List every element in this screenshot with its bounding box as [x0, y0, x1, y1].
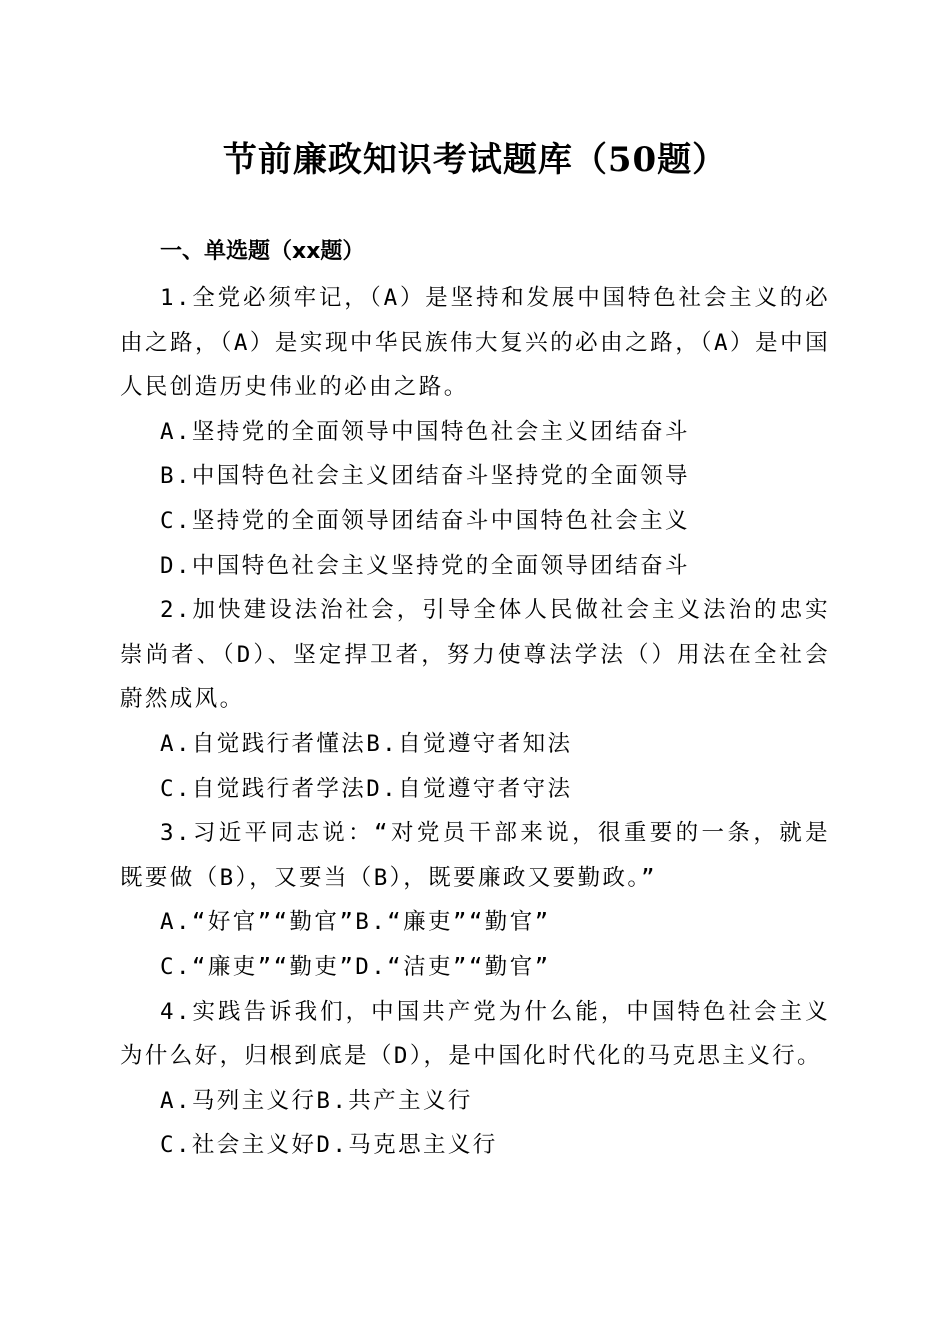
question-3	[120, 811, 830, 989]
question-4	[120, 990, 830, 1168]
question-stem: 3.习近平同志说：“对党员干部来说，很重要的一条，就是既要做（B），又要当（B），既要廉政又要勤政。”	[120, 820, 830, 891]
question-1	[120, 276, 830, 588]
question-stem: 1.全党必须牢记，（A）是坚持和发展中国特色社会主义的必由之路，（A）是实现中华民族伟大复兴的必由之路，（A）是中国人民创造历史伟业的必由之路。	[120, 285, 830, 401]
document-title: 节前廉政知识考试题库（50题）	[222, 140, 728, 180]
question-option: C.自觉践行者学法D.自觉遵守者守法	[160, 775, 573, 802]
question-option: D.中国特色社会主义坚持党的全面领导团结奋斗	[160, 552, 690, 579]
question-option: A.马列主义行B.共产主义行	[160, 1087, 473, 1114]
question-option: C.“廉吏”“勤吏”D.“洁吏”“勤官”	[160, 953, 551, 980]
question-stem: 2.加快建设法治社会，引导全体人民做社会主义法治的忠实崇尚者、（D）、坚定捍卫者，努力使尊法学法（）用法在全社会蔚然成风。	[120, 597, 830, 713]
section-heading: 一、单选题（xx题）	[160, 239, 365, 264]
question-stem: 4.实践告诉我们，中国共产党为什么能，中国特色社会主义为什么好，归根到底是（D），是中国化时代化的马克思主义行。	[120, 998, 830, 1070]
question-option: C.坚持党的全面领导团结奋斗中国特色社会主义	[160, 507, 690, 534]
question-list	[120, 276, 830, 1168]
question-option: B.中国特色社会主义团结奋斗坚持党的全面领导	[160, 463, 690, 490]
question-option: C.社会主义好D.马克思主义行	[160, 1132, 498, 1159]
question-option: A.自觉践行者懂法B.自觉遵守者知法	[160, 730, 573, 757]
question-option: A.“好官”“勤官”B.“廉吏”“勤官”	[160, 909, 551, 936]
question-option: A.坚持党的全面领导中国特色社会主义团结奋斗	[160, 418, 690, 445]
question-2	[120, 588, 830, 811]
